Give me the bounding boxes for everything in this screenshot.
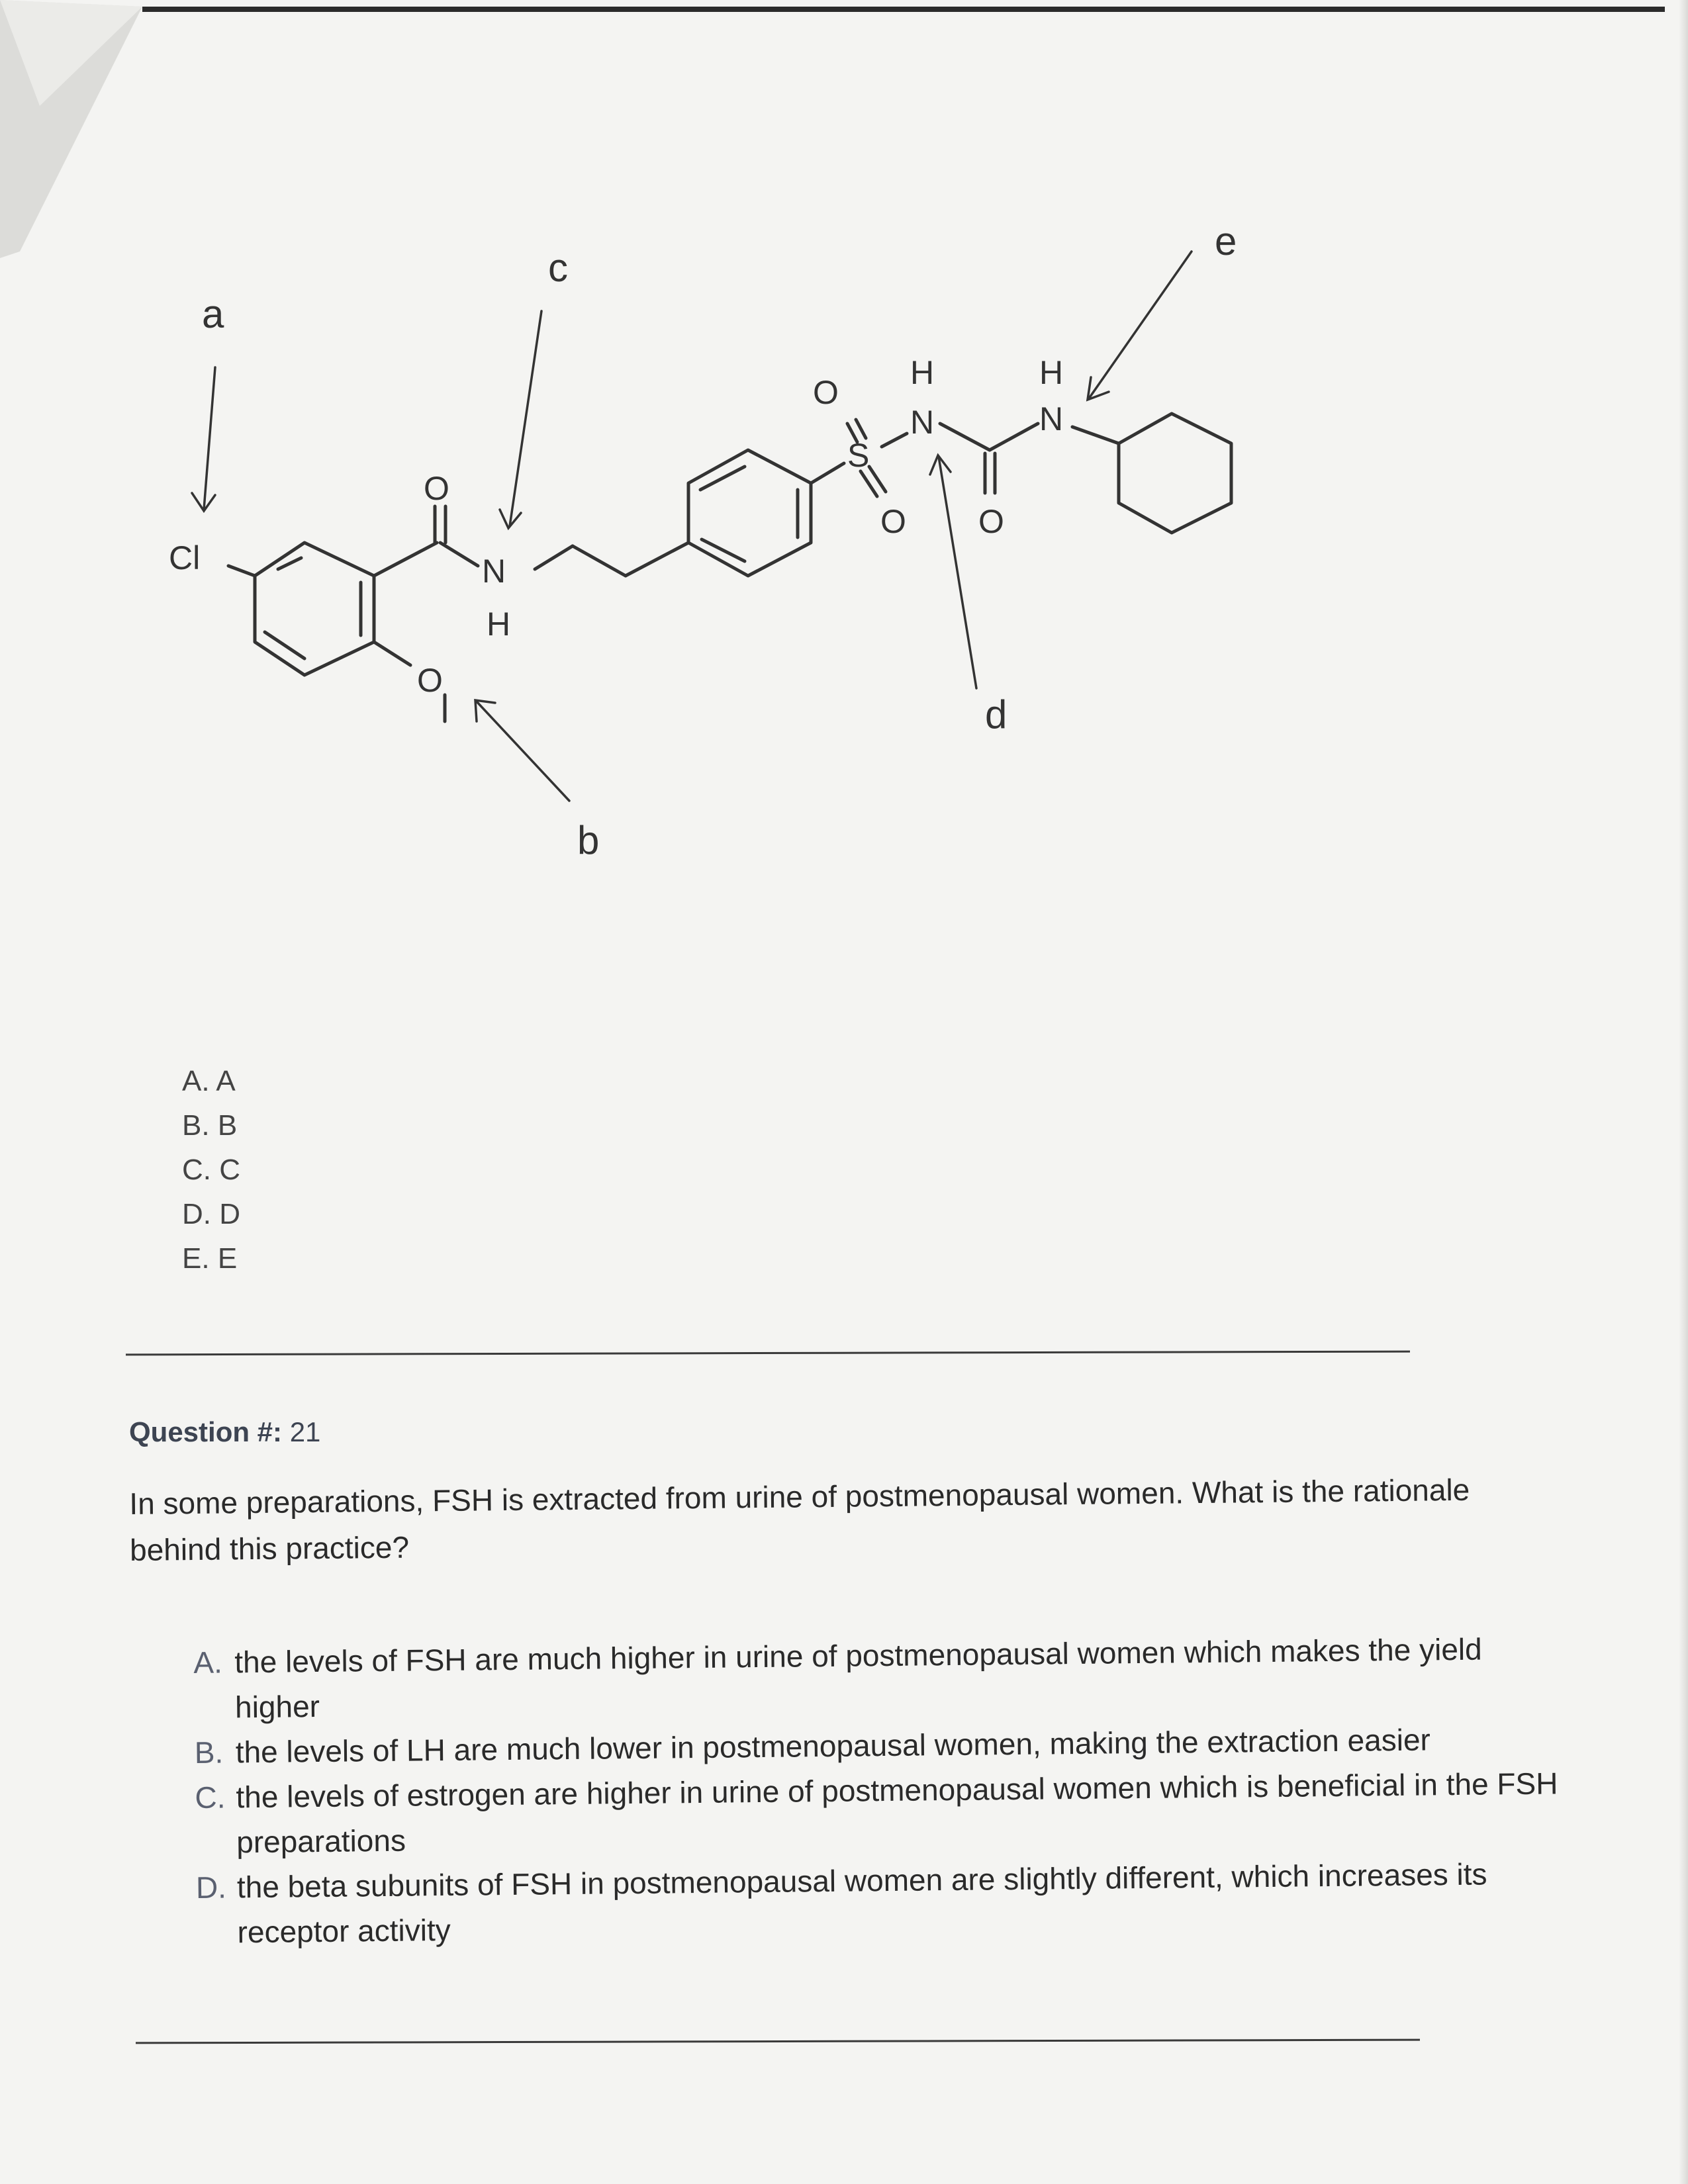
- cyclohexane-ring: [1119, 414, 1231, 533]
- atom-h-urea: H: [1039, 354, 1064, 391]
- question-label: Question #: 21: [129, 1416, 321, 1447]
- label-e: e: [1215, 219, 1237, 263]
- q21-answer-list: [193, 1625, 1560, 1955]
- atom-n-amide: N: [482, 553, 506, 590]
- divider-bottom: [136, 2039, 1420, 2044]
- q20-answer-d[interactable]: D. D: [182, 1198, 241, 1230]
- label-d: d: [985, 692, 1008, 737]
- arrow-d: [939, 457, 976, 688]
- atom-n-urea: N: [1039, 400, 1064, 437]
- q21-answer-a[interactable]: A. the levels of FSH are much higher in urine of postmenopausal women which makes the yield higher: [193, 1631, 1482, 1725]
- arrow-a: [204, 367, 215, 510]
- q21-answer-c[interactable]: C. the levels of estrogen are higher in urine of postmenopausal women which is beneficial in the FSH preparations: [195, 1766, 1558, 1860]
- atom-o-sulfonyl-bottom: O: [880, 503, 906, 540]
- atom-o-urea: O: [978, 503, 1004, 540]
- q20-answer-a[interactable]: A. A: [182, 1065, 236, 1097]
- benzene-ring-left: [255, 543, 374, 675]
- atom-h-sulfonamide: H: [910, 354, 935, 391]
- atom-o-methoxy: O: [417, 662, 443, 699]
- atom-o-sulfonyl-top: O: [813, 374, 839, 411]
- atom-s: S: [847, 437, 870, 474]
- q20-answer-c[interactable]: C. C: [182, 1154, 241, 1186]
- arrow-c: [510, 311, 541, 526]
- arrow-b: [477, 702, 569, 801]
- label-a: a: [202, 292, 224, 336]
- label-b: b: [577, 818, 600, 862]
- question-number: 21: [289, 1416, 321, 1447]
- atom-cl: Cl: [169, 539, 201, 576]
- q21-answer-b[interactable]: B. the levels of LH are much lower in postmenopausal women, making the extraction easier: [194, 1722, 1431, 1770]
- question-text: In some preparations, FSH is extracted from urine of postmenopausal women. What is the rationale behind this practice?: [129, 1472, 1470, 1567]
- divider-top: [126, 1351, 1410, 1356]
- atom-h-amide: H: [487, 606, 511, 643]
- atom-n-sulfonamide: N: [910, 404, 935, 441]
- atom-o-carbonyl: O: [424, 470, 449, 507]
- benzene-ring-middle: [688, 450, 811, 576]
- label-c: c: [548, 246, 568, 290]
- arrow-e: [1089, 251, 1192, 398]
- q20-answer-list: [182, 1059, 240, 1281]
- q20-answer-b[interactable]: B. B: [182, 1109, 238, 1142]
- molecule-diagram: [0, 0, 1688, 927]
- q21-answer-d[interactable]: D. the beta subunits of FSH in postmenopausal women are slightly different, which increases its receptor activity: [195, 1856, 1487, 1950]
- q20-answer-e[interactable]: E. E: [182, 1242, 238, 1275]
